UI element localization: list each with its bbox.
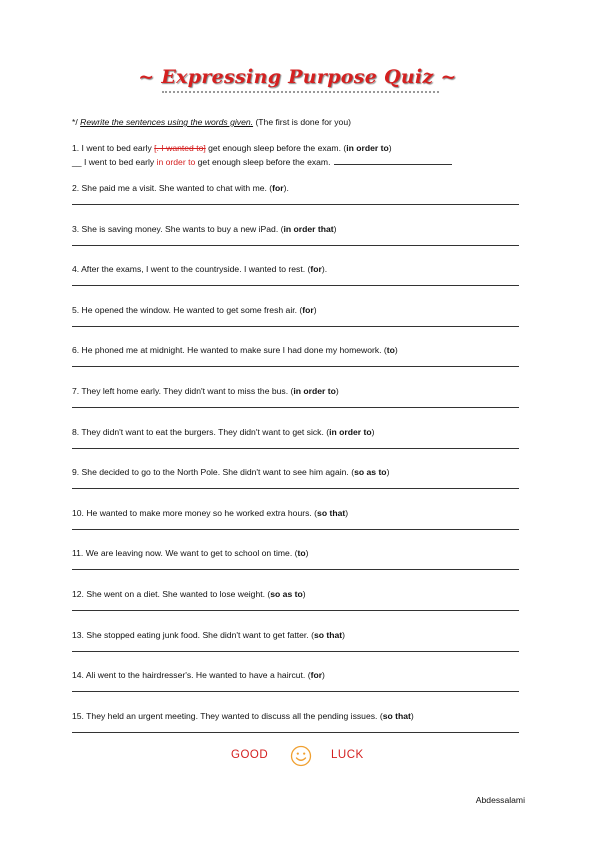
question-end: ): [345, 507, 349, 518]
question-keyword: for: [302, 304, 314, 315]
author-name: Abdessalami: [475, 795, 525, 805]
question-end: ): [335, 386, 339, 396]
question-text: 9. She decided to go to the North Pole. She didn't want to see him again. (: [72, 467, 355, 478]
question-end: ): [386, 467, 390, 478]
example-answer-text: __ I went to bed early: [72, 157, 157, 167]
answer-line[interactable]: [72, 569, 519, 570]
answer-line[interactable]: [72, 610, 519, 611]
answer-line[interactable]: [72, 732, 519, 733]
answer-line[interactable]: [72, 651, 519, 652]
question-item: [72, 548, 308, 558]
question-keyword: for: [310, 670, 323, 681]
question-end: ).: [321, 264, 328, 275]
question-item: [72, 467, 389, 477]
title-decoration: [162, 91, 439, 93]
answer-line[interactable]: [72, 326, 519, 327]
question-item: [72, 670, 325, 680]
example-question: [72, 143, 392, 153]
answer-line[interactable]: [72, 245, 519, 246]
answer-line[interactable]: [72, 691, 519, 692]
question-keyword: for: [272, 183, 284, 193]
question-text: 10. He wanted to make more money so he worked extra hours. (: [72, 507, 318, 518]
question-item: [72, 264, 327, 274]
question-end: ): [394, 345, 398, 356]
question-item: [72, 224, 336, 234]
question-item: [72, 183, 289, 193]
footer: [0, 745, 595, 769]
question-end: ): [342, 629, 346, 640]
question-keyword: so that: [313, 629, 343, 640]
answer-line[interactable]: [72, 488, 519, 489]
question-keyword: to: [386, 345, 395, 356]
question-keyword: in order to: [329, 426, 372, 437]
question-text: 6. He phoned me at midnight. He wanted to make sure I had done my homework. (: [72, 345, 387, 356]
question-item: [72, 427, 374, 437]
example-answer-cont: get enough sleep before the exam.: [195, 157, 331, 167]
page-title: [138, 66, 457, 88]
instruction-underlined: Rewrite the sentences using the words given.: [80, 117, 254, 127]
question-item: [72, 305, 317, 315]
example-answer: [72, 157, 452, 167]
question-item: [72, 630, 345, 640]
question-end: ): [302, 589, 306, 599]
question-keyword: for: [310, 264, 322, 275]
question-keyword: so as to: [270, 589, 303, 599]
question-text: 8. They didn't want to eat the burgers. They didn't want to get sick. (: [72, 426, 330, 437]
question-end: ): [333, 223, 337, 234]
question-item: [72, 345, 398, 355]
answer-line[interactable]: [72, 529, 519, 530]
answer-line[interactable]: [72, 204, 519, 205]
question-keyword: in order that: [283, 223, 334, 234]
instruction-prefix: */: [72, 117, 81, 127]
question-keyword: so as to: [354, 467, 387, 478]
answer-line[interactable]: [72, 407, 519, 408]
example-text-end: ): [388, 143, 392, 153]
question-text: 14. Ali went to the hairdresser's. He wanted to have a haircut. (: [72, 670, 311, 681]
question-keyword: in order to: [293, 386, 336, 396]
question-text: 5. He opened the window. He wanted to get some fresh air. (: [72, 304, 303, 315]
question-end: ).: [283, 183, 289, 193]
question-end: ): [410, 710, 414, 721]
question-keyword: so that: [382, 710, 411, 721]
example-text-cont: get enough sleep before the exam. (: [205, 143, 347, 153]
luck-label: LUCK: [331, 749, 364, 761]
question-item: [72, 711, 414, 721]
question-text: 4. After the exams, I went to the countryside. I wanted to rest. (: [72, 264, 311, 275]
question-end: ): [313, 304, 317, 315]
question-text: 13. She stopped eating junk food. She didn't want to get fatter. (: [72, 629, 314, 640]
question-item: [72, 386, 339, 396]
example-answer-highlight: in order to: [156, 157, 196, 167]
instructions: [72, 117, 351, 127]
question-keyword: to: [297, 548, 306, 559]
question-end: ): [322, 670, 325, 681]
example-struck-text: [. I wanted to]: [154, 143, 206, 153]
question-text: 3. She is saving money. She wants to buy a new iPad. (: [72, 223, 284, 234]
title-container: [0, 66, 595, 88]
answer-line[interactable]: [72, 366, 519, 367]
question-text: 12. She went on a diet. She wanted to lose weight. (: [72, 589, 271, 599]
question-end: ): [371, 426, 375, 437]
instruction-suffix: (The first is done for you): [253, 117, 351, 127]
question-end: ): [305, 548, 309, 559]
question-text: 2. She paid me a visit. She wanted to chat with me. (: [72, 183, 273, 193]
question-text: 15. They held an urgent meeting. They wanted to discuss all the pending issues. (: [72, 710, 383, 721]
question-keyword: so that: [317, 507, 346, 518]
smiley-face-icon: [290, 745, 312, 767]
good-label: GOOD: [231, 749, 269, 761]
example-answer-blank: [334, 157, 452, 165]
question-text: 7. They left home early. They didn't want to miss the bus. (: [72, 386, 294, 396]
example-text: 1. I went to bed early: [72, 143, 155, 153]
question-item: [72, 589, 306, 599]
answer-line[interactable]: [72, 448, 519, 449]
title-text: ~ Expressing Purpose Quiz ~: [138, 66, 457, 88]
question-text: 11. We are leaving now. We want to get to school on time. (: [72, 548, 298, 559]
example-keyword: in order to: [346, 143, 389, 153]
question-item: [72, 508, 348, 518]
answer-line[interactable]: [72, 285, 519, 286]
